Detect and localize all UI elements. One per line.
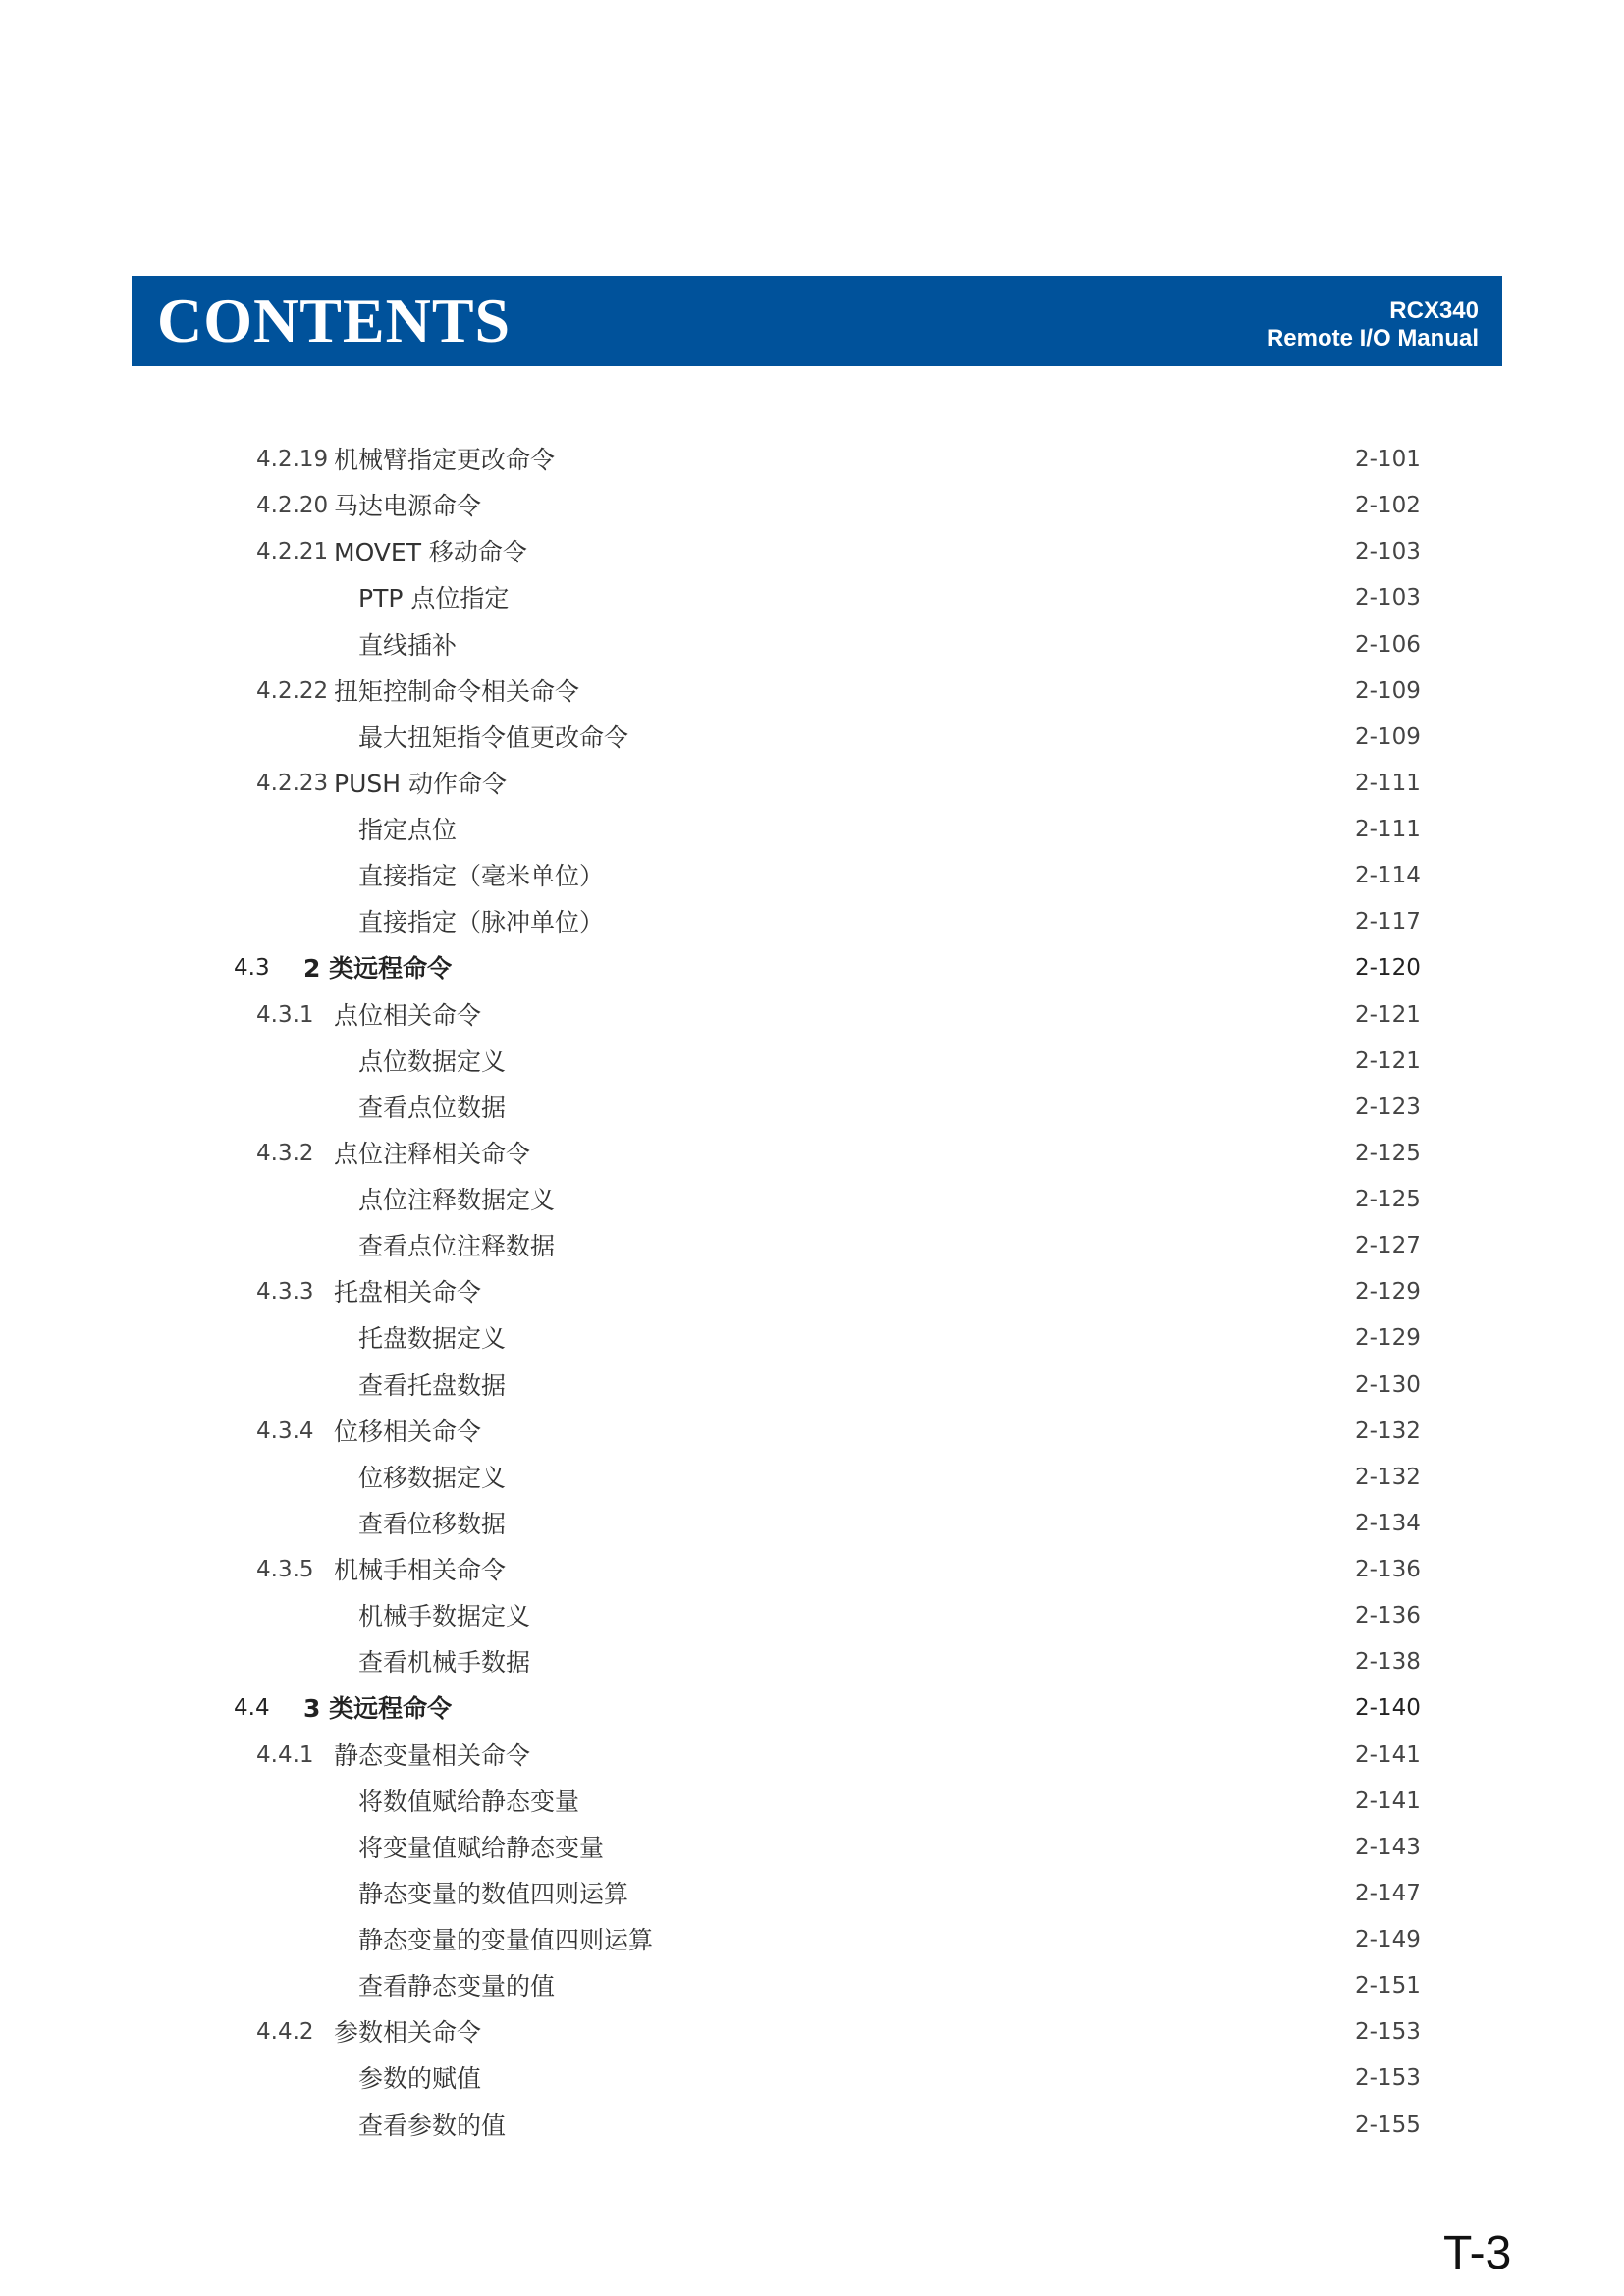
toc-entry[interactable] [0,1639,1624,1685]
toc-section-title: 直接指定（毫米单位） [358,862,605,891]
toc-page-number: 2-117 [1355,909,1421,935]
toc-section-number: 4.2.19 [256,447,329,472]
toc-section-title: 将数值赋给静态变量 [358,1787,580,1816]
toc-section-title: 参数的赋值 [358,2064,482,2094]
toc-page-number: 2-103 [1355,585,1421,612]
toc-entry[interactable] [0,1269,1624,1315]
toc-section-title: PTP 点位指定 [358,584,510,614]
toc-entry[interactable] [0,483,1624,529]
toc-section-title: 扭矩控制命令相关命令 [334,676,580,706]
toc-entry[interactable] [0,1501,1624,1547]
toc-section-number: 4.2.22 [256,677,329,704]
toc-page-number: 2-132 [1355,1417,1421,1444]
toc-page-number: 2-109 [1355,677,1421,704]
toc-section-number: 4.2.21 [256,539,329,565]
document-model: RCX340 [1389,297,1479,324]
toc-section-title: 查看机械手数据 [358,1648,531,1678]
toc-section-title: 查看位移数据 [358,1509,507,1538]
toc-entry[interactable] [0,575,1624,621]
toc-section-title: 点位注释数据定义 [358,1186,556,1214]
toc-section-title: 指定点位 [358,816,458,844]
toc-entry[interactable] [0,1039,1624,1085]
toc-section-title: 查看参数的值 [358,2110,507,2140]
toc-section-title: 位移相关命令 [334,1416,482,1446]
toc-page-number: 2-141 [1355,1741,1421,1768]
toc-page-number: 2-149 [1355,1927,1421,1952]
toc-page-number: 2-151 [1355,1973,1421,2000]
toc-page-number: 2-101 [1355,447,1421,472]
toc-page-number: 2-111 [1355,817,1421,842]
toc-section-number: 4.2.23 [256,770,329,796]
toc-section-number: 4.2.20 [256,493,329,519]
toc-section-title: 静态变量相关命令 [334,1740,531,1770]
page-title: CONTENTS [157,286,512,355]
toc-page-number: 2-130 [1355,1371,1421,1398]
toc-page-number: 2-138 [1355,1649,1421,1676]
document-subtitle: Remote I/O Manual [1266,325,1479,351]
toc-section-number: 4.4.1 [256,1741,314,1768]
toc-page-number: 2-121 [1355,1047,1421,1074]
toc-section-title: 机械手数据定义 [358,1602,531,1631]
toc-entry[interactable] [0,1779,1624,1825]
toc-section-number: 4.3.3 [256,1279,314,1306]
toc-section-title: 点位注释相关命令 [334,1139,531,1168]
toc-page-number: 2-120 [1355,955,1421,982]
toc-entry[interactable] [0,899,1624,945]
toc-section-title: 机械臂指定更改命令 [334,446,556,474]
toc-entry[interactable] [0,1362,1624,1409]
toc-page-number: 2-121 [1355,1001,1421,1028]
toc-entry[interactable] [0,2103,1624,2149]
contents-header-bar [132,276,1502,366]
toc-section-number: 4.3 [234,955,270,982]
toc-entry[interactable] [0,715,1624,761]
toc-page-number: 2-111 [1355,770,1421,796]
toc-entry[interactable] [0,668,1624,715]
toc-page-number: 2-134 [1355,1510,1421,1536]
toc-entry[interactable] [0,2056,1624,2102]
toc-section-title: 点位数据定义 [358,1046,507,1076]
toc-page-number: 2-136 [1355,1557,1421,1582]
toc-page-number: 2-127 [1355,1233,1421,1259]
toc-entry[interactable] [0,1871,1624,1917]
toc-section-number: 4.3.5 [256,1557,314,1582]
toc-section-title: 最大扭矩指令值更改命令 [358,722,629,752]
toc-section-title: MOVET 移动命令 [334,538,527,567]
toc-section-title: 查看托盘数据 [358,1370,507,1400]
toc-entry[interactable] [0,807,1624,853]
toc-entry[interactable] [0,1917,1624,1963]
toc-entry[interactable] [0,529,1624,575]
toc-section-title: 直线插补 [358,630,458,660]
toc-entry[interactable] [0,1963,1624,2009]
toc-section-title: PUSH 动作命令 [334,769,507,798]
toc-entry[interactable] [0,1547,1624,1593]
toc-entry[interactable] [0,622,1624,668]
toc-section-title: 静态变量的变量值四则运算 [358,1926,654,1954]
toc-page-number: 2-147 [1355,1880,1421,1906]
toc-section-title: 3 类远程命令 [303,1694,453,1724]
toc-page-number: 2-153 [1355,2065,1421,2092]
toc-entry[interactable] [0,2009,1624,2056]
document-name [1267,297,1479,352]
toc-entry[interactable] [0,1409,1624,1455]
toc-page-number: 2-102 [1355,493,1421,519]
toc-section-title: 托盘数据定义 [358,1324,507,1354]
toc-page-number: 2-125 [1355,1140,1421,1166]
toc-page-number: 2-136 [1355,1603,1421,1629]
toc-entry[interactable] [0,945,1624,991]
toc-entry[interactable] [0,1315,1624,1362]
toc-section-title: 马达电源命令 [334,492,482,521]
toc-section-title: 静态变量的数值四则运算 [358,1879,629,1908]
toc-page-number: 2-125 [1355,1187,1421,1212]
toc-page-number: 2-106 [1355,631,1421,658]
toc-page-number: 2-132 [1355,1464,1421,1490]
toc-page-number: 2-123 [1355,1094,1421,1120]
toc-section-number: 4.3.2 [256,1140,314,1166]
toc-entry[interactable] [0,853,1624,899]
toc-page-number: 2-129 [1355,1325,1421,1352]
toc-entry[interactable] [0,1685,1624,1732]
toc-section-title: 点位相关命令 [334,1000,482,1030]
toc-entry[interactable] [0,1455,1624,1501]
toc-section-title: 直接指定（脉冲单位） [358,908,605,937]
toc-section-title: 参数相关命令 [334,2018,482,2048]
toc-entry[interactable] [0,1593,1624,1639]
toc-section-number: 4.4 [234,1695,270,1722]
table-of-contents [0,437,1624,2149]
toc-page-number: 2-155 [1355,2111,1421,2138]
toc-section-title: 位移数据定义 [358,1463,507,1492]
toc-section-title: 机械手相关命令 [334,1556,507,1584]
toc-section-title: 查看点位注释数据 [358,1232,556,1261]
toc-section-number: 4.3.4 [256,1417,314,1444]
toc-section-number: 4.4.2 [256,2019,314,2046]
toc-section-title: 查看点位数据 [358,1093,507,1122]
toc-entry[interactable] [0,1177,1624,1223]
toc-page-number: 2-141 [1355,1788,1421,1814]
toc-section-title: 查看静态变量的值 [358,1972,556,2002]
toc-entry[interactable] [0,1223,1624,1269]
toc-entry[interactable] [0,1085,1624,1131]
toc-section-title: 托盘相关命令 [334,1278,482,1308]
toc-page-number: 2-129 [1355,1279,1421,1306]
toc-page-number: 2-153 [1355,2019,1421,2046]
toc-section-title: 2 类远程命令 [303,954,453,984]
toc-entry[interactable] [0,992,1624,1039]
toc-entry[interactable] [0,1733,1624,1779]
toc-entry[interactable] [0,1131,1624,1177]
toc-section-title: 将变量值赋给静态变量 [358,1833,605,1862]
toc-page-number: 2-140 [1355,1695,1421,1722]
toc-entry[interactable] [0,761,1624,807]
toc-page-number: 2-109 [1355,723,1421,750]
toc-page-number: 2-103 [1355,539,1421,565]
toc-entry[interactable] [0,1825,1624,1871]
page-number: T-3 [1443,2227,1512,2279]
toc-page-number: 2-114 [1355,863,1421,889]
toc-section-number: 4.3.1 [256,1001,314,1028]
toc-page-number: 2-143 [1355,1834,1421,1860]
toc-entry[interactable] [0,437,1624,483]
